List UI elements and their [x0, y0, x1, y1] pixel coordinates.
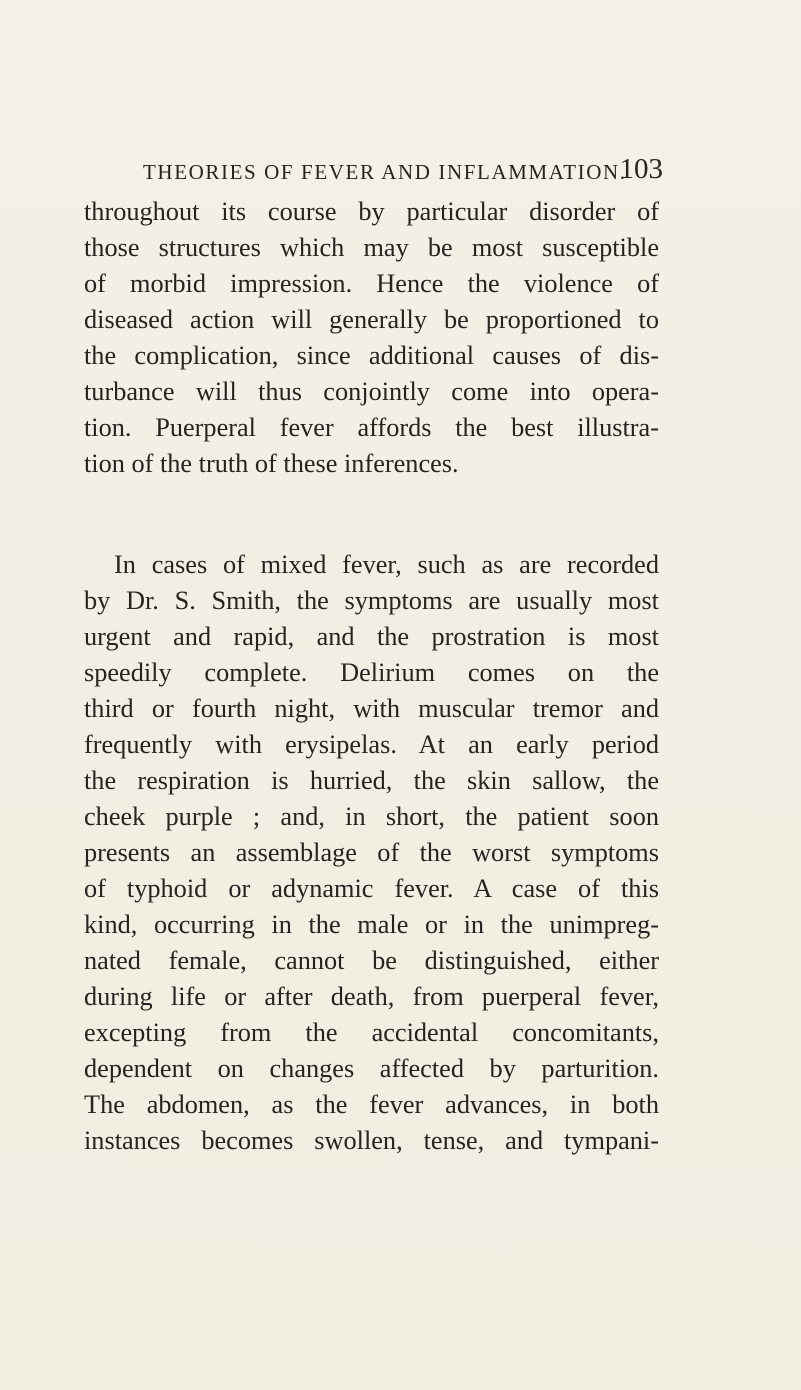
running-head	[143, 153, 663, 188]
text-line: In cases of mixed fever, such as are recorded	[114, 550, 659, 579]
text-line: by Dr. S. Smith, the symptoms are usually most	[84, 586, 659, 615]
text-line: speedily complete. Delirium comes on the	[84, 658, 659, 687]
text-line: presents an assemblage of the worst symptoms	[84, 838, 659, 867]
text-line: those structures which may be most susceptible	[84, 233, 659, 262]
text-line: third or fourth night, with muscular tremor and	[84, 694, 659, 723]
text-line: kind, occurring in the male or in the unimpreg-	[84, 910, 659, 939]
text-line: turbance will thus conjointly come into opera-	[84, 377, 659, 406]
text-line: frequently with erysipelas. At an early period	[84, 730, 659, 759]
page-number: 103	[619, 153, 663, 185]
text-line: instances becomes swollen, tense, and tympani-	[84, 1126, 659, 1155]
text-line: of typhoid or adynamic fever. A case of this	[84, 874, 659, 903]
text-line: diseased action will generally be proportioned to	[84, 305, 659, 334]
text-line: cheek purple ; and, in short, the patient soon	[84, 802, 659, 831]
text-line: during life or after death, from puerperal fever,	[84, 982, 659, 1011]
text-line: dependent on changes affected by parturition.	[84, 1054, 659, 1083]
text-line: nated female, cannot be distinguished, either	[84, 946, 659, 975]
text-line: of morbid impression. Hence the violence of	[84, 269, 659, 298]
text-line: The abdomen, as the fever advances, in both	[84, 1090, 659, 1119]
text-line: tion. Puerperal fever affords the best illustra-	[84, 413, 659, 442]
paragraph-2	[84, 547, 659, 1159]
text-line: the respiration is hurried, the skin sallow, the	[84, 766, 659, 795]
text-line: the complication, since additional causes of dis-	[84, 341, 659, 370]
paragraph-1	[84, 194, 659, 482]
running-title: THEORIES OF FEVER AND INFLAMMATION.	[143, 160, 627, 184]
text-line: tion of the truth of these inferences.	[84, 449, 459, 478]
text-line: urgent and rapid, and the prostration is most	[84, 622, 659, 651]
text-line: excepting from the accidental concomitants,	[84, 1018, 659, 1047]
text-line: throughout its course by particular disorder of	[84, 197, 659, 226]
